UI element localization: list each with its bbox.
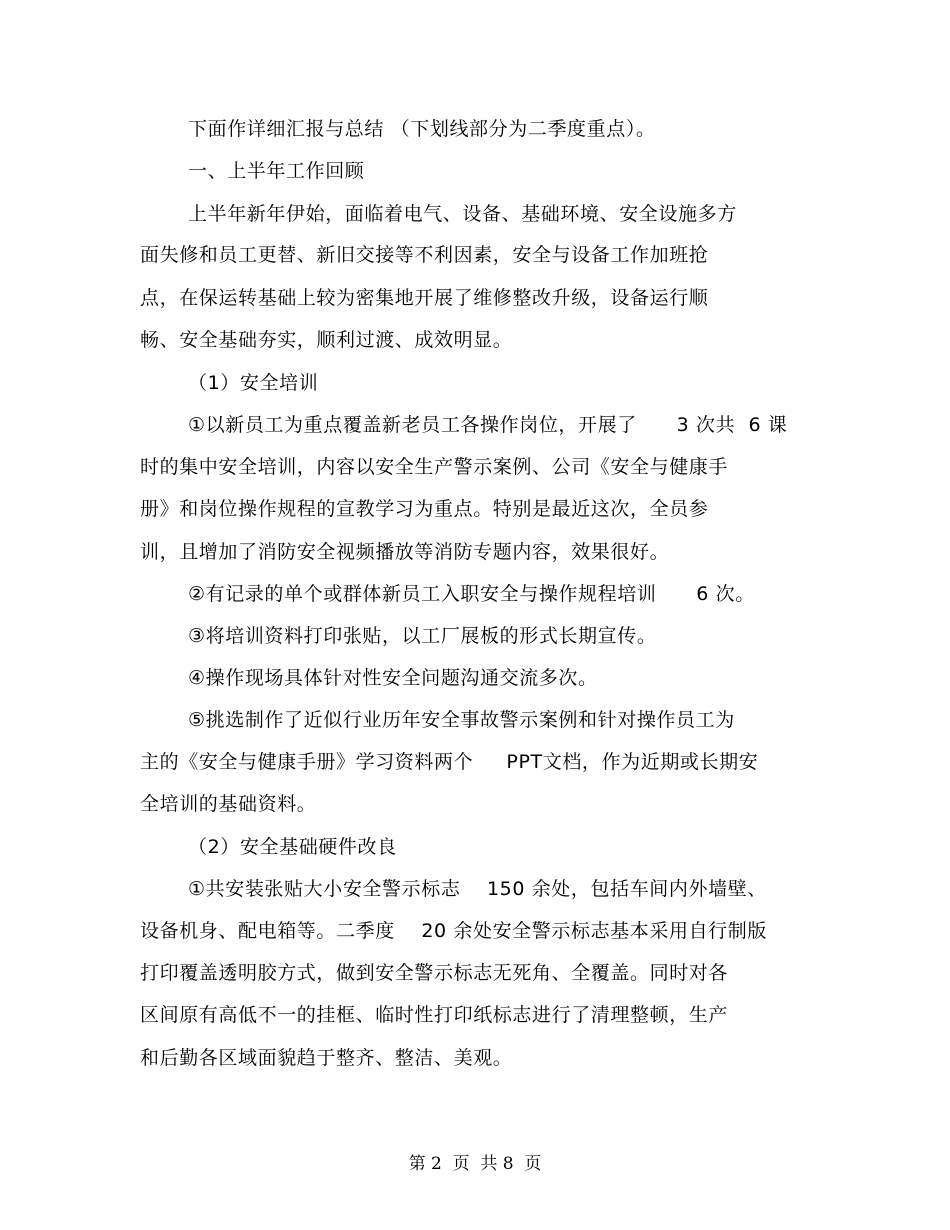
paragraph-line: ①共安装张贴大小安全警示标志 150 余处，包括车间内外墙壁、 bbox=[188, 878, 767, 900]
paragraph-line: 和后勤各区域面貌趋于整齐、整洁、美观。 bbox=[140, 1047, 513, 1069]
paragraph-line: 打印覆盖透明胶方式，做到安全警示标志无死角、全覆盖。同时对各 bbox=[140, 962, 729, 984]
paragraph-line: 时的集中安全培训，内容以安全生产警示案例、公司《安全与健康手 bbox=[140, 456, 729, 478]
section-heading-1: 一、上半年工作回顾 bbox=[188, 160, 365, 182]
paragraph-line: 区间原有高低不一的挂框、临时性打印纸标志进行了清理整顿，生产 bbox=[140, 1004, 729, 1026]
paragraph-line: ⑤挑选制作了近似行业历年安全事故警示案例和针对操作员工为 bbox=[188, 709, 735, 731]
page-number-footer: 第 2 页 共 8 页 bbox=[408, 1154, 542, 1174]
paragraph-line: 册》和岗位操作规程的宣教学习为重点。特别是最近这次，全员参 bbox=[140, 498, 709, 520]
paragraph-line: 全培训的基础资料。 bbox=[140, 793, 317, 815]
paragraph-line: 设备机身、配电箱等。二季度 20 余处安全警示标志基本采用自行制版 bbox=[140, 920, 767, 942]
paragraph-line: 点，在保运转基础上较为密集地开展了维修整改升级，设备运行顺 bbox=[140, 287, 709, 309]
paragraph-line: 畅、安全基础夯实，顺利过渡、成效明显。 bbox=[140, 329, 513, 351]
paragraph-line: ①以新员工为重点覆盖新老员工各操作岗位，开展了 3 次共 6 课 bbox=[188, 414, 788, 436]
intro-line: 下面作详细汇报与总结 （下划线部分为二季度重点）。 bbox=[188, 118, 656, 140]
paragraph-line: ④操作现场具体针对性安全问题沟通交流多次。 bbox=[188, 667, 598, 689]
paragraph-line: 主的《安全与健康手册》学习资料两个 PPT文档，作为近期或长期安 bbox=[140, 751, 759, 773]
paragraph-line: ②有记录的单个或群体新员工入职安全与操作规程培训 6 次。 bbox=[188, 583, 755, 605]
subsection-heading-1: （1）安全培训 bbox=[188, 372, 319, 394]
paragraph-line: 上半年新年伊始，面临着电气、设备、基础环境、安全设施多方 bbox=[188, 203, 737, 225]
paragraph-line: 训，且增加了消防安全视频播放等消防专题内容，效果很好。 bbox=[140, 541, 670, 563]
subsection-heading-2: （2）安全基础硬件改良 bbox=[188, 836, 397, 858]
paragraph-line: ③将培训资料打印张贴，以工厂展板的形式长期宣传。 bbox=[188, 625, 657, 647]
paragraph-line: 面失修和员工更替、新旧交接等不利因素，安全与设备工作加班抢 bbox=[140, 244, 709, 266]
